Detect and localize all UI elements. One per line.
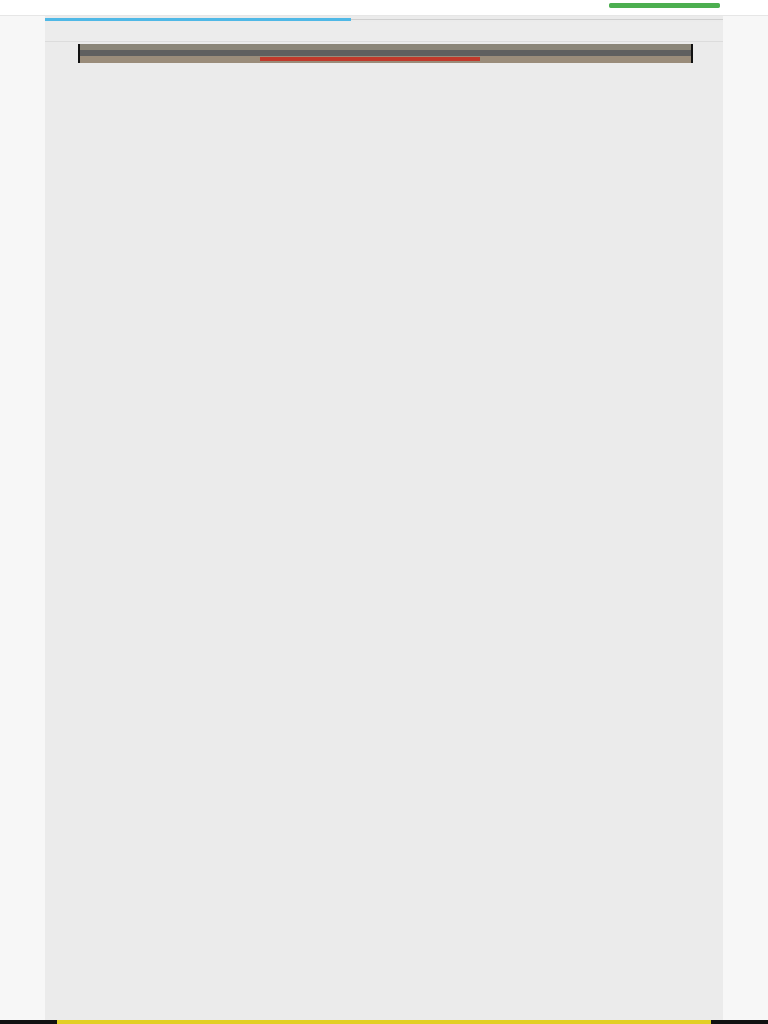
action-button[interactable] (609, 3, 720, 8)
top-toolbar (0, 0, 768, 16)
article (81, 68, 687, 1016)
bottom-bar (0, 1020, 768, 1024)
toolbar-text (42, 3, 562, 12)
banner-image (78, 44, 693, 63)
header-accent-line (45, 18, 351, 21)
banner-accent (260, 57, 480, 61)
page-header (45, 22, 723, 42)
bottom-highlight-strip (57, 1020, 711, 1024)
page-content (45, 16, 723, 1020)
header-divider (351, 19, 723, 20)
